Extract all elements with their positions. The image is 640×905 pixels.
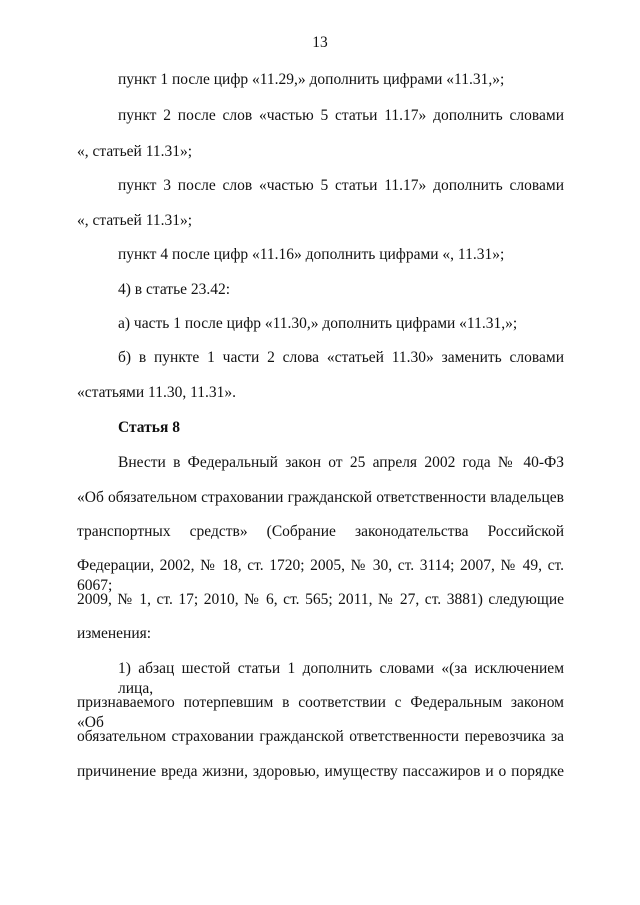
paragraph-line: Федерации, 2002, № 18, ст. 1720; 2005, № 30, ст. 3114; 2007, № 49, ст. 6067;	[77, 557, 564, 594]
paragraph-line: «статьями 11.30, 11.31».	[77, 384, 236, 401]
paragraph-line: 1) абзац шестой статьи 1 дополнить словами «(за исключением лица,	[118, 660, 564, 697]
paragraph-line: признаваемого потерпевшим в соответствии с Федеральным законом «Об	[77, 694, 564, 731]
paragraph-line: причинение вреда жизни, здоровью, имуществу пассажиров и о порядке	[77, 763, 564, 780]
paragraph-line: пункт 2 после слов «частью 5 статьи 11.17» дополнить словами	[118, 107, 564, 124]
page-number: 13	[312, 34, 328, 51]
paragraph-line: б) в пункте 1 части 2 слова «статьей 11.30» заменить словами	[118, 349, 564, 366]
paragraph-line: а) часть 1 после цифр «11.30,» дополнить цифрами «11.31,»;	[118, 315, 518, 332]
paragraph-line: «, статьей 11.31»;	[77, 212, 193, 229]
paragraph-line: Внести в Федеральный закон от 25 апреля 2002 года № 40-ФЗ	[118, 454, 564, 471]
paragraph-line: 2009, № 1, ст. 17; 2010, № 6, ст. 565; 2011, № 27, ст. 3881) следующие	[77, 591, 564, 608]
paragraph-line: пункт 3 после слов «частью 5 статьи 11.17» дополнить словами	[118, 177, 564, 194]
paragraph-line: транспортных средств» (Собрание законодательства Российской	[77, 523, 564, 540]
paragraph-line: 4) в статье 23.42:	[118, 281, 231, 298]
paragraph-line: пункт 4 после цифр «11.16» дополнить цифрами «, 11.31»;	[118, 246, 505, 263]
paragraph-line: изменения:	[77, 625, 152, 642]
paragraph-line: обязательном страховании гражданской ответственности перевозчика за	[77, 728, 564, 745]
paragraph-line: «Об обязательном страховании гражданской ответственности владельцев	[77, 489, 564, 506]
paragraph-line: «, статьей 11.31»;	[77, 143, 193, 160]
article-heading: Статья 8	[118, 419, 180, 436]
paragraph-line: пункт 1 после цифр «11.29,» дополнить цифрами «11.31,»;	[118, 71, 505, 88]
